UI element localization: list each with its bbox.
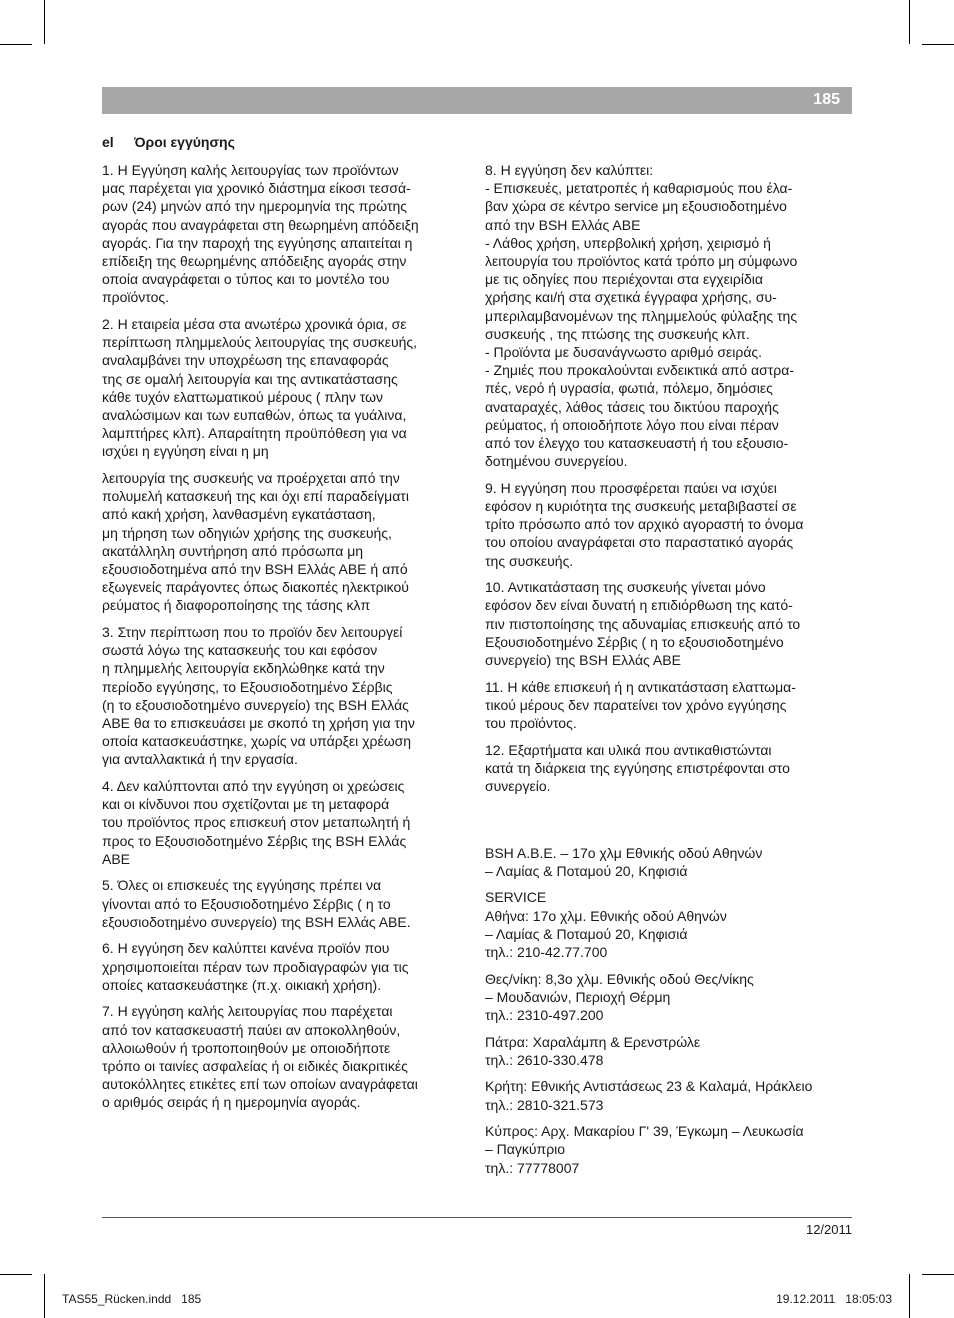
contact-block: SERVICE Αθήνα: 17ο χλμ. Εθνικής οδού Αθηνών – Λαμίας & Ποταμού 20, Κηφισιά τηλ.: 210-42.77.700 <box>485 889 727 961</box>
footer-date: 12/2011 <box>805 1222 852 1237</box>
crop-mark <box>909 1274 910 1318</box>
crop-mark <box>44 0 45 44</box>
warranty-clause: 10. Αντικατάσταση της συσκευής γίνεται μόνο εφόσον δεν είναι δυνατή η επιδιόρθωση της κατό- πιν πιστοποίησης της αδυναμίας επισκευής από το Εξουσιοδοτημένο Σέρβις ( η το εξουσιοδοτημένο συνεργείο) της BSH Ελλάς ΑΒΕ <box>485 579 801 669</box>
section-heading: Όροι εγγύησης <box>134 134 235 150</box>
print-slug-file: TAS55_Rücken.indd 185 <box>62 1292 202 1306</box>
crop-mark <box>922 1274 954 1275</box>
print-slug-timestamp: 19.12.2011 18:05:03 <box>776 1292 892 1306</box>
page-header-bar <box>102 87 852 114</box>
crop-mark <box>922 44 954 45</box>
warranty-clause: 4. Δεν καλύπτονται από την εγγύηση οι χρεώσεις και οι κίνδυνοι που σχετίζονται με τη μεταφορά του προϊόντος προς επισκευή στον μεταπωλητή ή προς το Εξουσιοδοτημένο Σέρβις της BSH Ελλάς ΑΒΕ <box>102 778 411 867</box>
warranty-clause: 12. Εξαρτήματα και υλικά που αντικαθιστώνται κατά τη διάρκεια της εγγύησης επιστρέφονται στο συνεργείο. <box>485 741 790 795</box>
crop-mark <box>0 1274 32 1275</box>
footer-divider <box>102 1217 852 1218</box>
right-column <box>485 161 853 1185</box>
warranty-clause: 9. Η εγγύηση που προσφέρεται παύει να ισχύει εφόσον η κυριότητα της συσκευής μεταβιβαστεί σε τρίτο πρόσωπο από τον αρχικό αγοραστή το όνομα του οποίου αναγράφεται στο παραστατικό αγοράς της συσκευής. <box>485 479 804 569</box>
section-title <box>102 134 235 150</box>
warranty-clause: 8. Η εγγύηση δεν καλύπτει: - Επισκευές, μετατροπές ή καθαρισμούς που έλα- βαν χώρα σε κέντρο service μη εξουσιοδοτημένο από την BSH Ελλάς ΑΒΕ - Λάθος χρήση, υπερβολική χρήση, χειρισμό ή λειτουργία του προϊόντος κατά τρόπο μη σύμφωνο με τις οδηγίες που περιέχονται στα εγχειρίδια χρήσης και/ή στα σχετικά έγγραφα χρήσης, συ- μπεριλαμβανομένων της πλημμελούς φύλαξης της συσκευής , της πτώσης της συσκευής κλπ. - Προϊόντα με δυσανάγνωστο αριθμό σειράς. - Ζημιές που προκαλούνται ενδεικτικά από αστρα- πές, νερό ή υγρασία, φωτιά, πόλεμο, δημόσιες αναταραχές, λάθος τάσεις του δικτύου παροχής ρεύματος, ή οποιοδήποτε λόγο που είναι πέραν από τον έλεγχο του κατασκευαστή ή του εξουσιο- δοτημένου συνεργείου. <box>485 162 798 470</box>
contact-block: Κρήτη: Εθνικής Αντιστάσεως 23 & Καλαμά, Ηράκλειο τηλ.: 2810-321.573 <box>485 1078 813 1113</box>
warranty-clause: 7. Η εγγύηση καλής λειτουργίας που παρέχεται από τον κατασκευαστή παύει αν αποκολληθούν, αλλοιωθούν ή τροποποιηθούν με οποιοδήποτε τρόπο οι ταινίες ασφαλείας ή οι ειδικές διακριτικές αυτοκόλλητες ετικέτες επί των οποίων αναγράφεται ο αριθμός σειράς ή η ημερομηνία αγοράς. <box>102 1003 418 1111</box>
warranty-clause: 1. Η Εγγύηση καλής λειτουργίας των προϊόντων μας παρέχεται για χρονικό διάστημα είκοσι τεσσά- ρων (24) μηνών από την ημερομηνία της πρώτης αγοράς που αναγράφεται στη θεωρημένη απόδειξη αγοράς. Για την παροχή της εγγύησης απαιτείται η επίδειξη της θεωρημένης απόδειξης αγοράς στην οποία αναγράφεται ο τύπος και το μοντέλο του προϊόντος. <box>102 162 419 306</box>
contact-block: Κύπρος: Αρχ. Μακαρίου Γ' 39, Έγκωμη – Λευκωσία – Παγκύπριο τηλ.: 77778007 <box>485 1123 804 1176</box>
warranty-clause: λειτουργία της συσκευής να προέρχεται από την πολυμελή κατασκευή της και όχι επί παραδείγματι από κακή χρήση, λανθασμένη εγκατάσταση, μη τήρηση των οδηγιών χρήσης της συσκευής, ακατάλληλη συντήρηση από πρόσωπα μη εξουσιοδοτημένα από την BSH Ελλάς ΑΒΕ ή από εξωγενείς παράγοντες όπως διακοπές ηλεκτρικού ρεύματος ή διαφοροποίησης της τάσης κλπ <box>102 470 409 614</box>
crop-mark <box>909 0 910 44</box>
crop-mark <box>44 1274 45 1318</box>
contact-block: BSH A.B.E. – 17ο χλμ Εθνικής οδού Αθηνών – Λαμίας & Ποταμού 20, Κηφισιά <box>485 844 763 879</box>
language-code: el <box>102 134 114 150</box>
contact-block: Πάτρα: Χαραλάμπη & Ερενστρώλε τηλ.: 2610-330.478 <box>485 1033 701 1068</box>
crop-mark <box>0 44 32 45</box>
warranty-clause: 11. Η κάθε επισκευή ή η αντικατάσταση ελαττωμα- τικού μέρους δεν παρατείνει τον χρόνο εγγύησης του προϊόντος. <box>485 678 796 732</box>
warranty-clause: 6. Η εγγύηση δεν καλύπτει κανένα προϊόν που χρησιμοποιείται πέραν των προδιαγραφών για τις οποίες κατασκευάστηκε (π.χ. οικιακή χρήση). <box>102 940 409 993</box>
contact-block: Θες/νίκη: 8,3ο χλμ. Εθνικής οδού Θες/νίκης – Μουδανιών, Περιοχή Θέρμη τηλ.: 2310-497.200 <box>485 970 754 1024</box>
page-number: 185 <box>813 91 840 108</box>
warranty-clause: 5. Όλες οι επισκευές της εγγύησης πρέπει να γίνονται από το Εξουσιοδοτημένο Σέρβις ( η το εξουσιοδοτημένο συνεργείο) της BSH Ελλάς ΑΒΕ. <box>102 877 411 930</box>
warranty-clause: 3. Στην περίπτωση που το προϊόν δεν λειτουργεί σωστά λόγω της κατασκευής του και εφόσον η πλημμελής λειτουργία εκδηλώθηκε κατά την περίοδο εγγύησης, το Εξουσιοδοτημένο Σέρβις (η το εξουσιοδοτημένο συνεργείο) της BSH Ελλάς ΑΒΕ θα το επισκευάσει με σκοπό τη χρήση για την οποία κατασκευάστηκε, χωρίς να υπάρξει χρέωση για ανταλλακτικά ή την εργασία. <box>102 624 415 768</box>
spacer <box>485 804 853 844</box>
left-column <box>102 161 470 1120</box>
warranty-clause: 2. Η εταιρεία μέσα στα ανωτέρω χρονικά όρια, σε περίπτωση πλημμελούς λειτουργίας της συσκευής, αναλαμβάνει την υποχρέωση της επαναφοράς της σε ομαλή λειτουργία και της αντικατάστασης κάθε τυχόν ελαττωματικού μέρους ( πλην των αναλώσιμων και των ευπαθών, όπως τα γυάλινα, λαμπτήρες κλπ). Απαραίτητη προϋπόθεση για να ισχύει η εγγύηση είναι η μη <box>102 316 418 460</box>
